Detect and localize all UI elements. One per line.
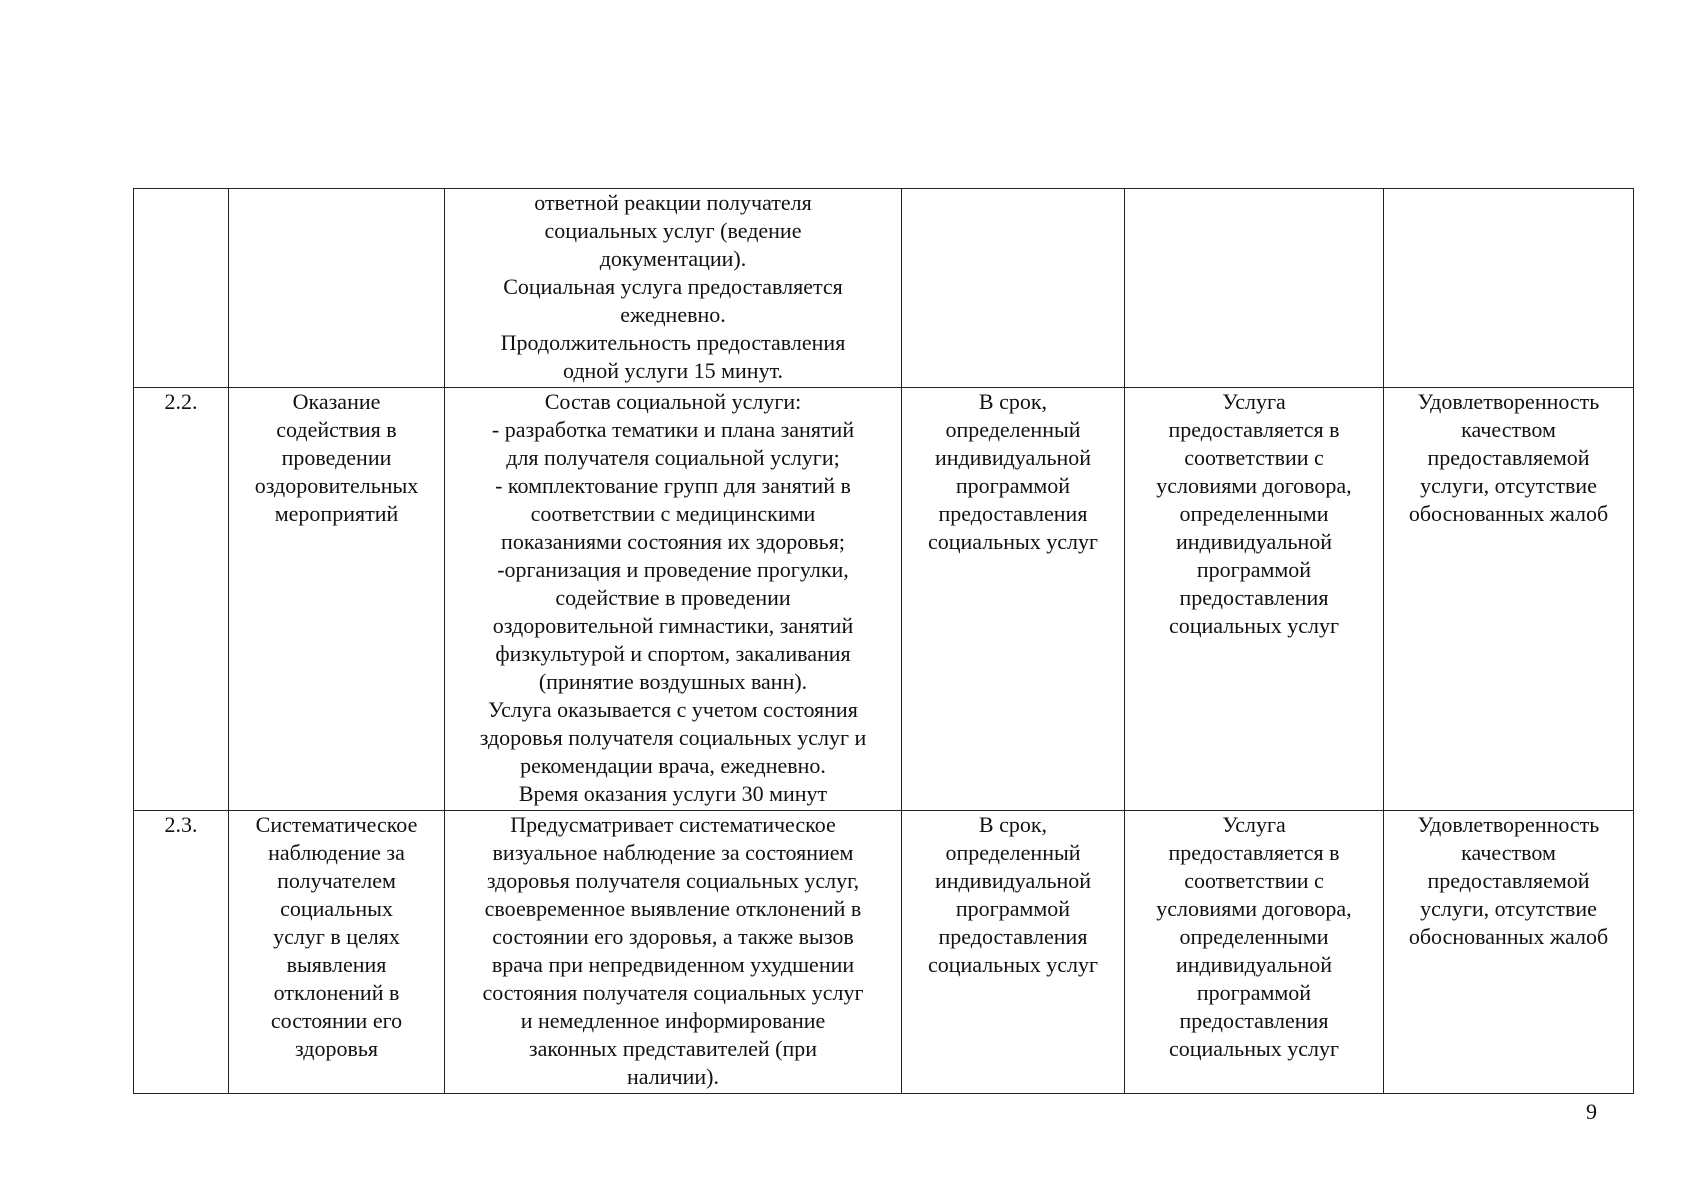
service-content-cell [445,388,902,811]
service-name-line: состоянии его [270,1008,403,1033]
service-content-line: Социальная услуга предоставляется [503,274,843,299]
service-content-line: законных представителей (при [528,1036,818,1061]
services-table [133,188,1634,1094]
service-name-line: отклонений в [273,980,400,1005]
service-number-cell [134,811,229,1094]
service-conditions-line: индивидуальной [1175,952,1333,977]
service-conditions-cell [1125,189,1384,388]
service-content-line: Услуга оказывается с учетом состояния [488,697,858,722]
service-term-line: определенный [945,417,1081,442]
service-content-line: Состав социальной услуги: [544,389,802,414]
page-number: 9 [1586,1099,1597,1124]
service-number: 2.2. [164,389,198,414]
service-content-line: - разработка тематики и плана занятий [491,417,855,442]
service-content-line: врача при непредвиденном ухудшении [491,952,855,977]
service-name-line: проведении [281,445,392,470]
service-term-line: социальных услуг [927,952,1099,977]
service-term-line: определенный [945,840,1081,865]
service-content-line: социальных услуг (ведение [544,218,802,243]
service-content-line: и немедленное информирование [520,1008,826,1033]
service-indicators-line: Удовлетворенность [1417,812,1600,837]
table-row [134,388,1634,811]
service-content-line: визуальное наблюдение за состоянием [492,840,854,865]
service-content-cell [445,811,902,1094]
service-content-line: рекомендации врача, ежедневно. [520,753,826,778]
service-conditions-line: предоставления [1179,585,1329,610]
service-content-line: одной услуги 15 минут. [562,358,784,383]
service-content-line: для получателя социальной услуги; [506,445,840,470]
service-term-cell [902,811,1125,1094]
service-content-line: состояния получателя социальных услуг [482,980,864,1005]
service-content-line: Предусматривает систематическое [510,812,836,837]
service-term-line: В срок, [978,812,1048,837]
service-indicators-cell [1384,189,1634,388]
service-content-line: (принятие воздушных ванн). [538,669,808,694]
service-name-line: услуг в целях [273,924,400,949]
service-term-line: В срок, [978,389,1048,414]
service-indicators-line: услуги, отсутствие [1420,473,1597,498]
service-name-line: Систематическое [255,812,418,837]
service-conditions-line: определенными [1179,924,1329,949]
service-term-line: индивидуальной [934,868,1092,893]
service-name-cell [229,388,445,811]
service-content-line: соответствии с медицинскими [530,501,816,526]
service-conditions-line: условиями договора, [1156,473,1352,498]
service-indicators-line: качеством [1461,417,1556,442]
service-name-line: оздоровительных [254,473,419,498]
service-conditions-line: программой [1196,557,1312,582]
service-indicators-line: Удовлетворенность [1417,389,1600,414]
service-content-line: наличии). [627,1064,719,1089]
service-conditions-line: соответствии с [1184,868,1324,893]
service-conditions-line: условиями договора, [1156,896,1352,921]
service-conditions-line: социальных услуг [1168,613,1340,638]
service-content-line: ответной реакции получателя [534,190,812,215]
service-content-cell [445,189,902,388]
service-number-cell [134,189,229,388]
service-indicators-cell [1384,388,1634,811]
service-term-cell [902,189,1125,388]
service-content-line: Время оказания услуги 30 минут [518,781,828,806]
service-name-line: мероприятий [274,501,399,526]
service-name-line: получателем [277,868,396,893]
service-term-line: программой [955,473,1071,498]
service-term-line: программой [955,896,1071,921]
service-conditions-line: предоставления [1179,1008,1329,1033]
service-indicators-line: обоснованных жалоб [1408,501,1609,526]
service-content-line: состоянии его здоровья, а также вызов [492,924,854,949]
service-content-line: физкультурой и спортом, закаливания [495,641,851,666]
service-name-cell [229,811,445,1094]
service-conditions-line: социальных услуг [1168,1036,1340,1061]
service-content-line: ежедневно. [620,302,726,327]
service-number-cell [134,388,229,811]
service-conditions-line: определенными [1179,501,1329,526]
service-conditions-line: Услуга [1222,812,1286,837]
service-content-line: своевременное выявление отклонений в [484,896,862,921]
service-term-line: социальных услуг [927,529,1099,554]
service-content-line: оздоровительной гимнастики, занятий [492,613,854,638]
service-indicators-line: услуги, отсутствие [1420,896,1597,921]
table-row [134,189,1634,388]
service-name-line: наблюдение за [268,840,405,865]
service-conditions-cell [1125,811,1384,1094]
service-content-line: содействие в проведении [555,585,791,610]
service-conditions-line: программой [1196,980,1312,1005]
service-name-cell [229,189,445,388]
service-indicators-line: предоставляемой [1427,868,1590,893]
service-content-line: здоровья получателя социальных услуг и [479,725,867,750]
service-content-line: здоровья получателя социальных услуг, [486,868,860,893]
service-name-line: социальных [280,896,393,921]
service-indicators-line: предоставляемой [1427,445,1590,470]
service-conditions-line: предоставляется в [1168,840,1340,865]
service-conditions-line: соответствии с [1184,445,1324,470]
service-conditions-line: предоставляется в [1168,417,1340,442]
service-term-line: индивидуальной [934,445,1092,470]
service-content-line: - комплектование групп для занятий в [495,473,851,498]
service-term-line: предоставления [938,501,1088,526]
service-name-line: здоровья [294,1036,379,1061]
service-number: 2.3. [164,812,198,837]
service-name-line: содействия в [276,417,397,442]
service-indicators-line: качеством [1461,840,1556,865]
service-content-line: документации). [599,246,747,271]
service-content-line: Продолжительность предоставления [500,330,846,355]
service-content-line: -организация и проведение прогулки, [497,557,849,582]
service-conditions-cell [1125,388,1384,811]
service-conditions-line: индивидуальной [1175,529,1333,554]
service-name-line: Оказание [292,389,381,414]
service-indicators-cell [1384,811,1634,1094]
service-content-line: показаниями состояния их здоровья; [501,529,845,554]
service-term-line: предоставления [938,924,1088,949]
services-table-body [134,189,1634,1094]
service-conditions-line: Услуга [1222,389,1286,414]
table-row [134,811,1634,1094]
service-term-cell [902,388,1125,811]
service-name-line: выявления [286,952,387,977]
service-indicators-line: обоснованных жалоб [1408,924,1609,949]
